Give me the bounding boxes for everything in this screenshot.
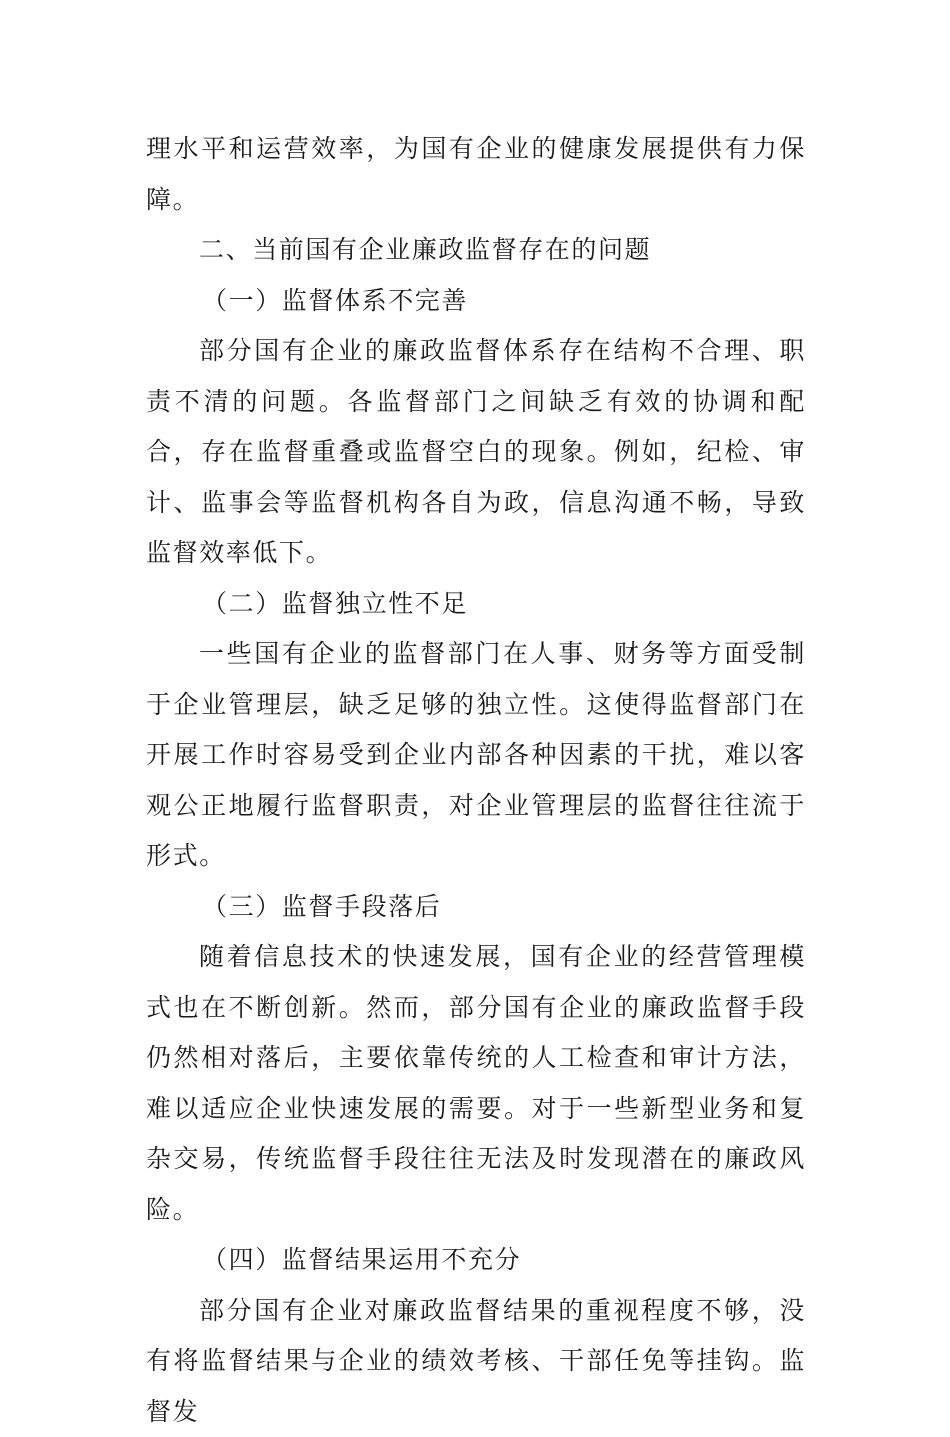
body-paragraph-continuation: 理水平和运营效率，为国有企业的健康发展提供有力保障。: [146, 124, 806, 225]
subsection-heading-1: （一）监督体系不完善: [146, 276, 806, 327]
body-paragraph-1: 部分国有企业的廉政监督体系存在结构不合理、职责不清的问题。各监督部门之间缺乏有效的协调和配合，存在监督重叠或监督空白的现象。例如，纪检、审计、监事会等监督机构各自为政，信息沟通不畅，导致监督效率低下。: [146, 326, 806, 579]
document-body: [146, 124, 806, 1437]
subsection-heading-3: （三）监督手段落后: [146, 882, 806, 933]
section-heading: 二、当前国有企业廉政监督存在的问题: [146, 225, 806, 276]
body-paragraph-3: 随着信息技术的快速发展，国有企业的经营管理模式也在不断创新。然而，部分国有企业的廉政监督手段仍然相对落后，主要依靠传统的人工检查和审计方法，难以适应企业快速发展的需要。对于一些新型业务和复杂交易，传统监督手段往往无法及时发现潜在的廉政风险。: [146, 932, 806, 1235]
body-paragraph-2: 一些国有企业的监督部门在人事、财务等方面受制于企业管理层，缺乏足够的独立性。这使得监督部门在开展工作时容易受到企业内部各种因素的干扰，难以客观公正地履行监督职责，对企业管理层的监督往往流于形式。: [146, 629, 806, 882]
subsection-heading-2: （二）监督独立性不足: [146, 579, 806, 630]
subsection-heading-4: （四）监督结果运用不充分: [146, 1235, 806, 1286]
body-paragraph-4: 部分国有企业对廉政监督结果的重视程度不够，没有将监督结果与企业的绩效考核、干部任免等挂钩。监督发: [146, 1286, 806, 1437]
